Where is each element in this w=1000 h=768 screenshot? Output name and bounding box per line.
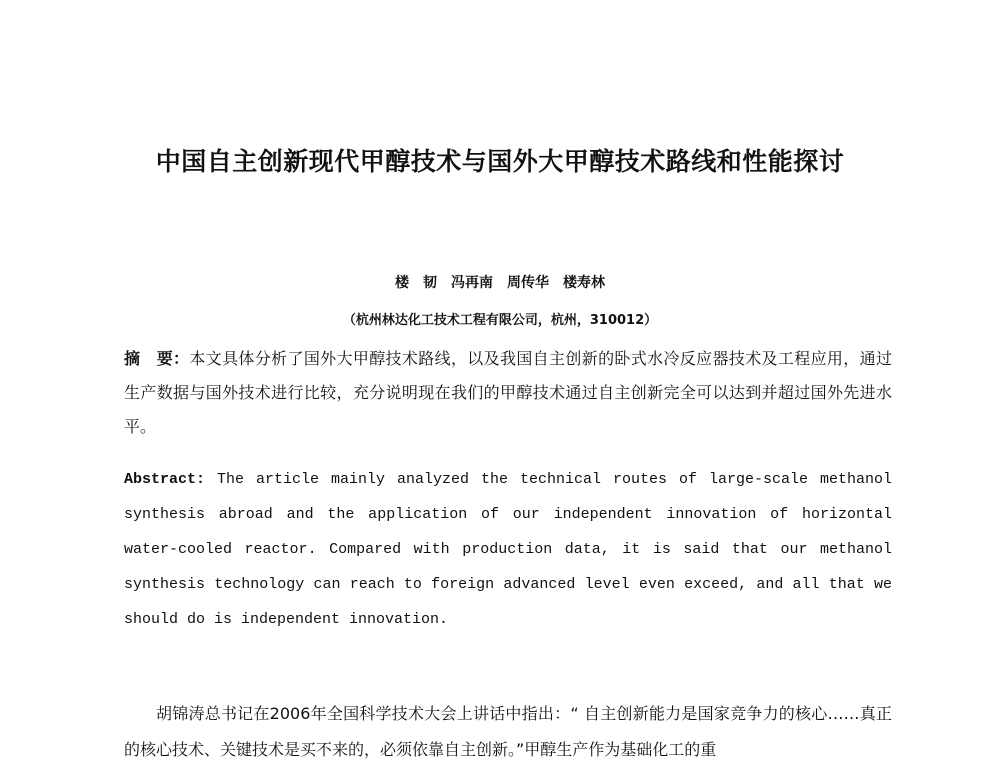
author-affiliation: （杭州林达化工技术工程有限公司，杭州，310012） xyxy=(342,313,658,328)
abstract-chinese-label: 摘 要： xyxy=(124,349,190,368)
author-list: 楼 韧 冯再南 周传华 楼寿林 xyxy=(395,275,605,291)
paper-title: 中国自主创新现代甲醇技术与国外大甲醇技术路线和性能探讨 xyxy=(155,147,845,176)
abstract-chinese xyxy=(124,342,892,444)
body-paragraph: 胡锦涛总书记在2006年全国科学技术大会上讲话中指出：“ 自主创新能力是国家竞争力的核心……真正的核心技术、关键技术是买不来的，必须依靠自主创新。”甲醇生产作为基础化工的重 xyxy=(124,704,892,759)
abstract-english-text: The article mainly analyzed the technical routes of large-scale methanol synthesis abroad and the application of our independent innovation of horizontal water-cooled reactor. Compared with production data, it is said that our methanol synthesis technology can reach to foreign advanced level even exceed, and all that we should do is independent innovation. xyxy=(124,471,892,628)
abstract-english-label: Abstract: xyxy=(124,471,206,488)
abstract-chinese-text: 本文具体分析了国外大甲醇技术路线，以及我国自主创新的卧式水冷反应器技术及工程应用，通过生产数据与国外技术进行比较，充分说明现在我们的甲醇技术通过自主创新完全可以达到并超过国外先进水平。 xyxy=(124,349,892,436)
abstract-english xyxy=(124,462,892,637)
